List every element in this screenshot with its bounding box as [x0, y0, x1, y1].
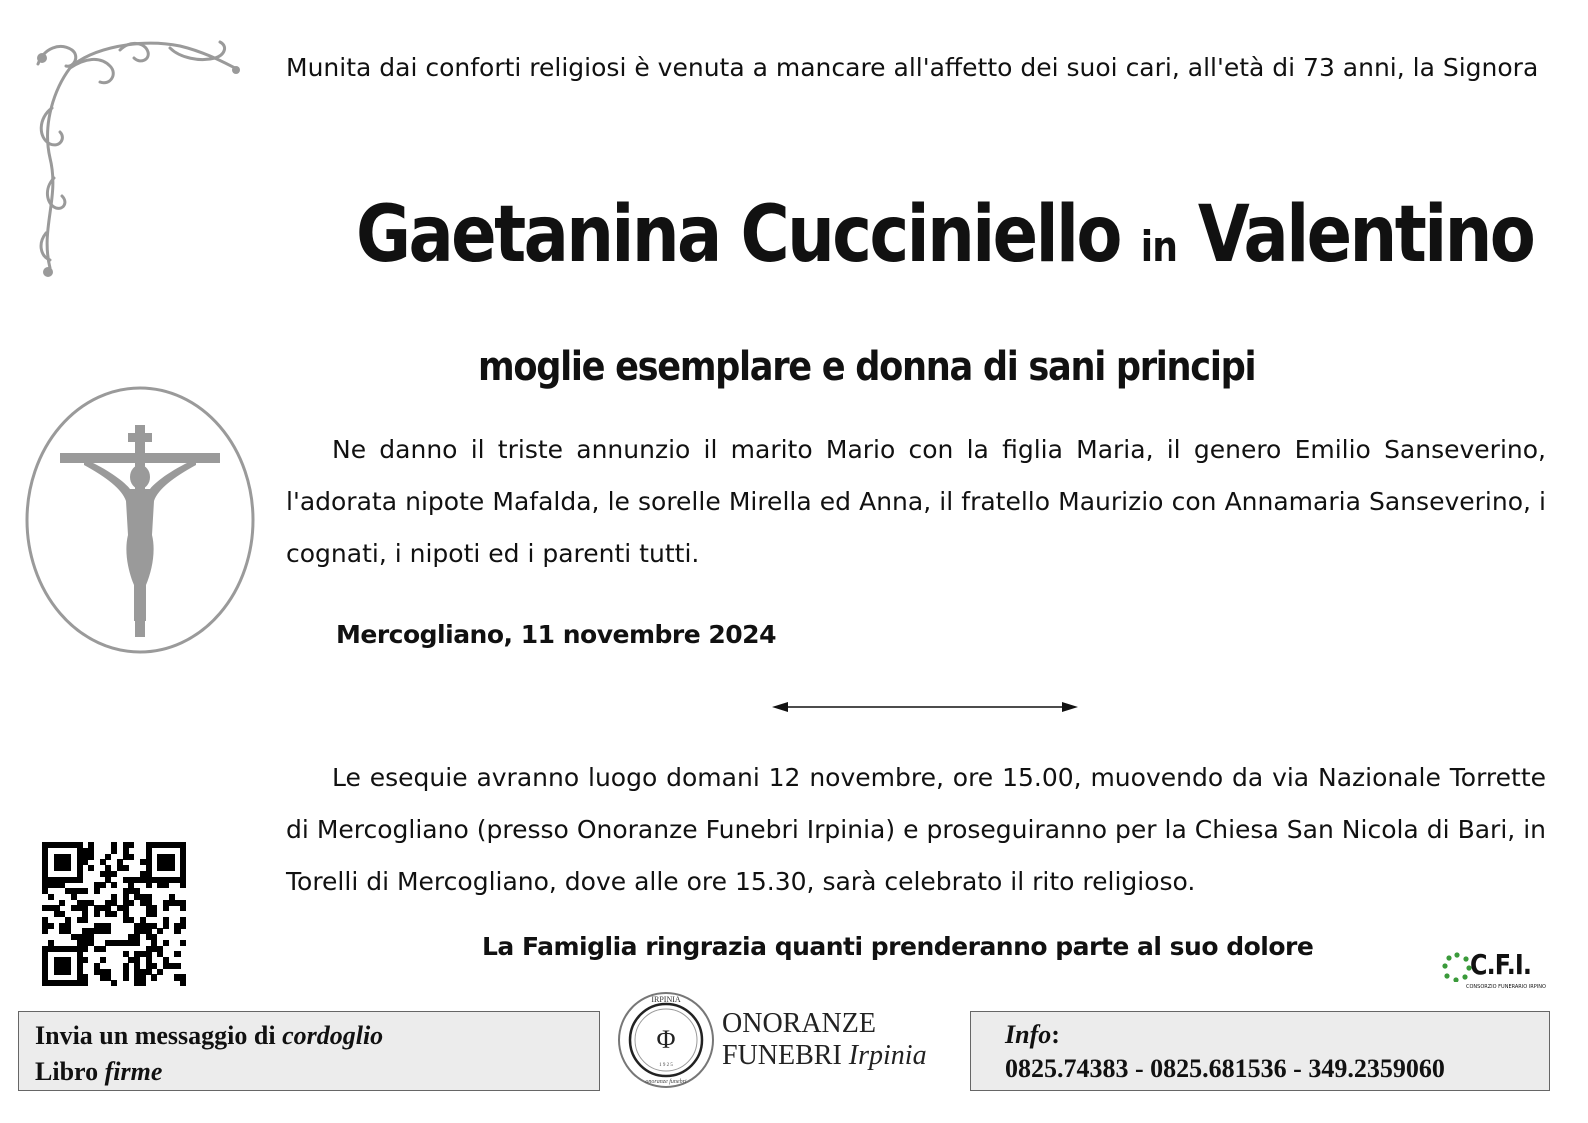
company-line-2: FUNEBRI Irpinia [722, 1040, 927, 1071]
qr-module [111, 980, 117, 986]
qr-module [163, 882, 169, 888]
qr-module [174, 928, 180, 934]
qr-module [65, 969, 71, 975]
qr-module [157, 928, 163, 934]
qr-module [82, 980, 88, 986]
qr-module [151, 974, 157, 980]
funeral-text: Le esequie avranno luogo domani 12 novembre, ore 15.00, muovendo da via Nazionale Torrette di Mercogliano (presso Onoranze Funebri Irpinia) e proseguiranno per la Chiesa San Nicola di Bari, in Torelli di Mercogliano, dove alle ore 15.30, sarà celebrato il rito religioso. [286, 763, 1546, 896]
qr-module [157, 969, 163, 975]
qr-module [48, 894, 54, 900]
guestbook-link[interactable]: Libro firme [35, 1057, 163, 1086]
intro-text: Munita dai conforti religiosi è venuta a mancare all'affetto dei suoi cari, all'età di 73 anni, la Signora [286, 53, 1539, 82]
qr-module [100, 957, 106, 963]
qr-module [128, 842, 134, 848]
qr-module [180, 905, 186, 911]
qr-module [65, 865, 71, 871]
qr-module [180, 940, 186, 946]
qr-module [105, 854, 111, 860]
qr-module [174, 951, 180, 957]
send-condolence-link[interactable]: Invia un messaggio di cordoglio [35, 1021, 384, 1050]
seal-bottom-text: onoranze funebri [645, 1079, 687, 1085]
cfi-dots-icon [1442, 952, 1472, 982]
qr-module [82, 946, 88, 952]
qr-module [123, 974, 129, 980]
qr-module [111, 848, 117, 854]
cfi-logo [1442, 948, 1546, 996]
deceased-name [356, 190, 1533, 280]
qr-module [128, 900, 134, 906]
qr-module [82, 957, 88, 963]
qr-module [128, 854, 134, 860]
company-name [722, 1008, 927, 1072]
qr-module [180, 923, 186, 929]
company-line-1: ONORANZE [722, 1008, 876, 1039]
qr-module [77, 877, 83, 883]
divider-arrow [770, 698, 1080, 716]
qr-module [59, 900, 65, 906]
qr-module [82, 888, 88, 894]
qr-module [180, 882, 186, 888]
qr-module [105, 928, 111, 934]
announcement-text: Ne danno il triste annunzio il marito Mario con la figlia Maria, il genero Emilio Sanseverino, l'adorata nipote Mafalda, le sorelle Mirella ed Anna, il fratello Maurizio con Annamaria Sanseverino, i cognati, i nipoti ed i parenti tutti. [286, 435, 1546, 568]
qr-module [48, 923, 54, 929]
qr-module [146, 882, 152, 888]
qr-module [134, 940, 140, 946]
name-connector: in [1140, 222, 1178, 271]
qr-module [111, 882, 117, 888]
qr-module [169, 865, 175, 871]
qr-module [94, 911, 100, 917]
info-label: Info: [1005, 1020, 1060, 1049]
phone-numbers[interactable]: 0825.74383 - 0825.681536 - 349.2359060 [1005, 1054, 1445, 1083]
qr-module [174, 963, 180, 969]
place-date: Mercogliano, 11 novembre 2024 [336, 620, 776, 649]
qr-module [163, 905, 169, 911]
qr-module [100, 946, 106, 952]
qr-module [163, 940, 169, 946]
qr-module [42, 928, 48, 934]
cfi-logo-text: C.F.I. [1470, 948, 1532, 981]
crucifix-icon [24, 385, 256, 655]
condolence-box[interactable] [18, 1011, 600, 1091]
corner-ornament [30, 28, 245, 288]
qr-module [151, 911, 157, 917]
qr-module [82, 917, 88, 923]
qr-module [180, 980, 186, 986]
seal-year-text: 1 9 2 5 [659, 1063, 673, 1068]
qr-module [94, 888, 100, 894]
qr-module [123, 865, 129, 871]
qr-code[interactable] [42, 842, 186, 984]
subtitle: moglie esemplare e donna di sani principi [478, 344, 1256, 390]
qr-module [140, 980, 146, 986]
deceased-first-name: Gaetanina Cucciniello [356, 190, 1120, 280]
qr-module [88, 865, 94, 871]
deceased-married-name: Valentino [1197, 190, 1534, 280]
qr-module [100, 882, 106, 888]
company-seal-icon [616, 990, 716, 1090]
thanks-text: La Famiglia ringrazia quanti prenderanno parte al suo dolore [482, 932, 1314, 961]
qr-module [88, 854, 94, 860]
info-box [970, 1011, 1550, 1091]
qr-module [111, 911, 117, 917]
svg-text:Φ: Φ [656, 1025, 676, 1054]
qr-module [111, 871, 117, 877]
qr-module [163, 923, 169, 929]
cfi-logo-subtitle: CONSORZIO FUNERARIO IRPINO [1466, 984, 1546, 990]
seal-top-text: IRPINIA [651, 995, 681, 1004]
